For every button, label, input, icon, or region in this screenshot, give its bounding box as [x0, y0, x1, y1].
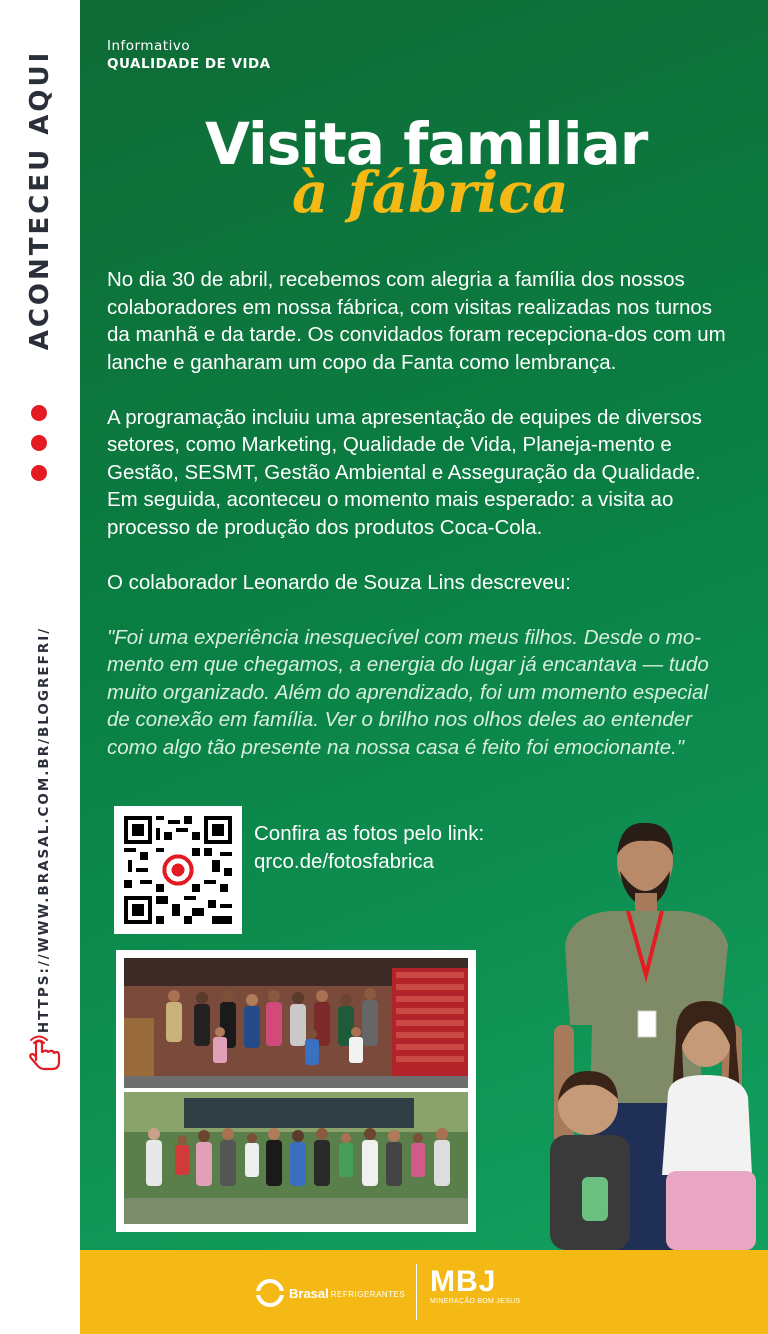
brasal-logo-icon — [255, 1278, 285, 1308]
header — [107, 38, 271, 72]
family-photo-image — [470, 815, 768, 1250]
red-dot-icon — [31, 405, 47, 421]
article-body — [107, 266, 732, 789]
main-panel — [80, 0, 768, 1250]
group-photo-image — [124, 958, 468, 1224]
sidebar-title: ACONTECEU AQUI — [25, 49, 55, 351]
dots-decoration — [31, 405, 49, 495]
qr-code[interactable] — [114, 806, 242, 934]
brasal-logo-name: Brasal — [289, 1285, 329, 1301]
red-dot-icon — [31, 465, 47, 481]
headline-line2: à fábrica — [292, 160, 569, 226]
paragraph-2: A programação incluiu uma apresentação de equipes de diversos setores, como Marketing, Qualidade de Vida, Planeja-mento e Gestão, SESMT, Gestão Ambiental e Asseguração da Qualidade. Em seguida, aconteceu o momento mais esperado: a visita ao processo de produção dos produtos Coca-Cola. — [107, 405, 702, 539]
hand-pointer-icon[interactable] — [22, 1030, 64, 1072]
footer-divider — [416, 1264, 417, 1320]
group-photo — [124, 958, 468, 1224]
paragraph-1: No dia 30 de abril, recebemos com alegria a família dos nossos colaboradores em nossa fábrica, com visitas realizadas nos turnos da manhã e da tarde. Os convidados foram recepciona-dos com um lanche e ganharam um copo da Fanta como lembrança. — [107, 268, 726, 374]
photos-link-label: Confira as fotos pelo link: — [254, 822, 485, 845]
photos-link[interactable] — [254, 820, 484, 876]
photo-collage — [116, 950, 476, 1232]
mbj-logo-tagline: MINERAÇÃO BOM JESUS — [430, 1298, 521, 1305]
kicker-label: Informativo — [107, 38, 191, 54]
footer — [80, 1250, 768, 1334]
paragraph-3: O colaborador Leonardo de Souza Lins descreveu: — [107, 570, 571, 594]
red-dot-icon — [31, 435, 47, 451]
headline-line1: Visita familiar — [205, 110, 648, 178]
section-label: QUALIDADE DE VIDA — [107, 56, 271, 72]
family-photo — [470, 815, 768, 1250]
testimonial-quote: "Foi uma experiência inesquecível com meus filhos. Desde o mo-mento em que chegamos, a energia do lugar já encantava — tudo muito organizado. Além do aprendizado, foi um momento especial de conexão em família. Ver o brilho nos olhos deles ao entender como algo tão presente na nossa casa é feito foi emocionante." — [107, 625, 709, 759]
brasal-logo — [255, 1278, 405, 1308]
mbj-logo — [430, 1266, 521, 1305]
qr-code-icon — [124, 816, 232, 924]
photos-link-url[interactable]: qrco.de/fotosfabrica — [254, 850, 435, 873]
brasal-logo-suffix: REFRIGERANTES — [330, 1289, 406, 1299]
blog-url-link[interactable]: HTTPS://WWW.BRASAL.COM.BR/BLOGREFRI/ — [36, 626, 52, 1034]
mbj-logo-name: MBJ — [430, 1265, 497, 1298]
sidebar — [0, 0, 80, 1334]
